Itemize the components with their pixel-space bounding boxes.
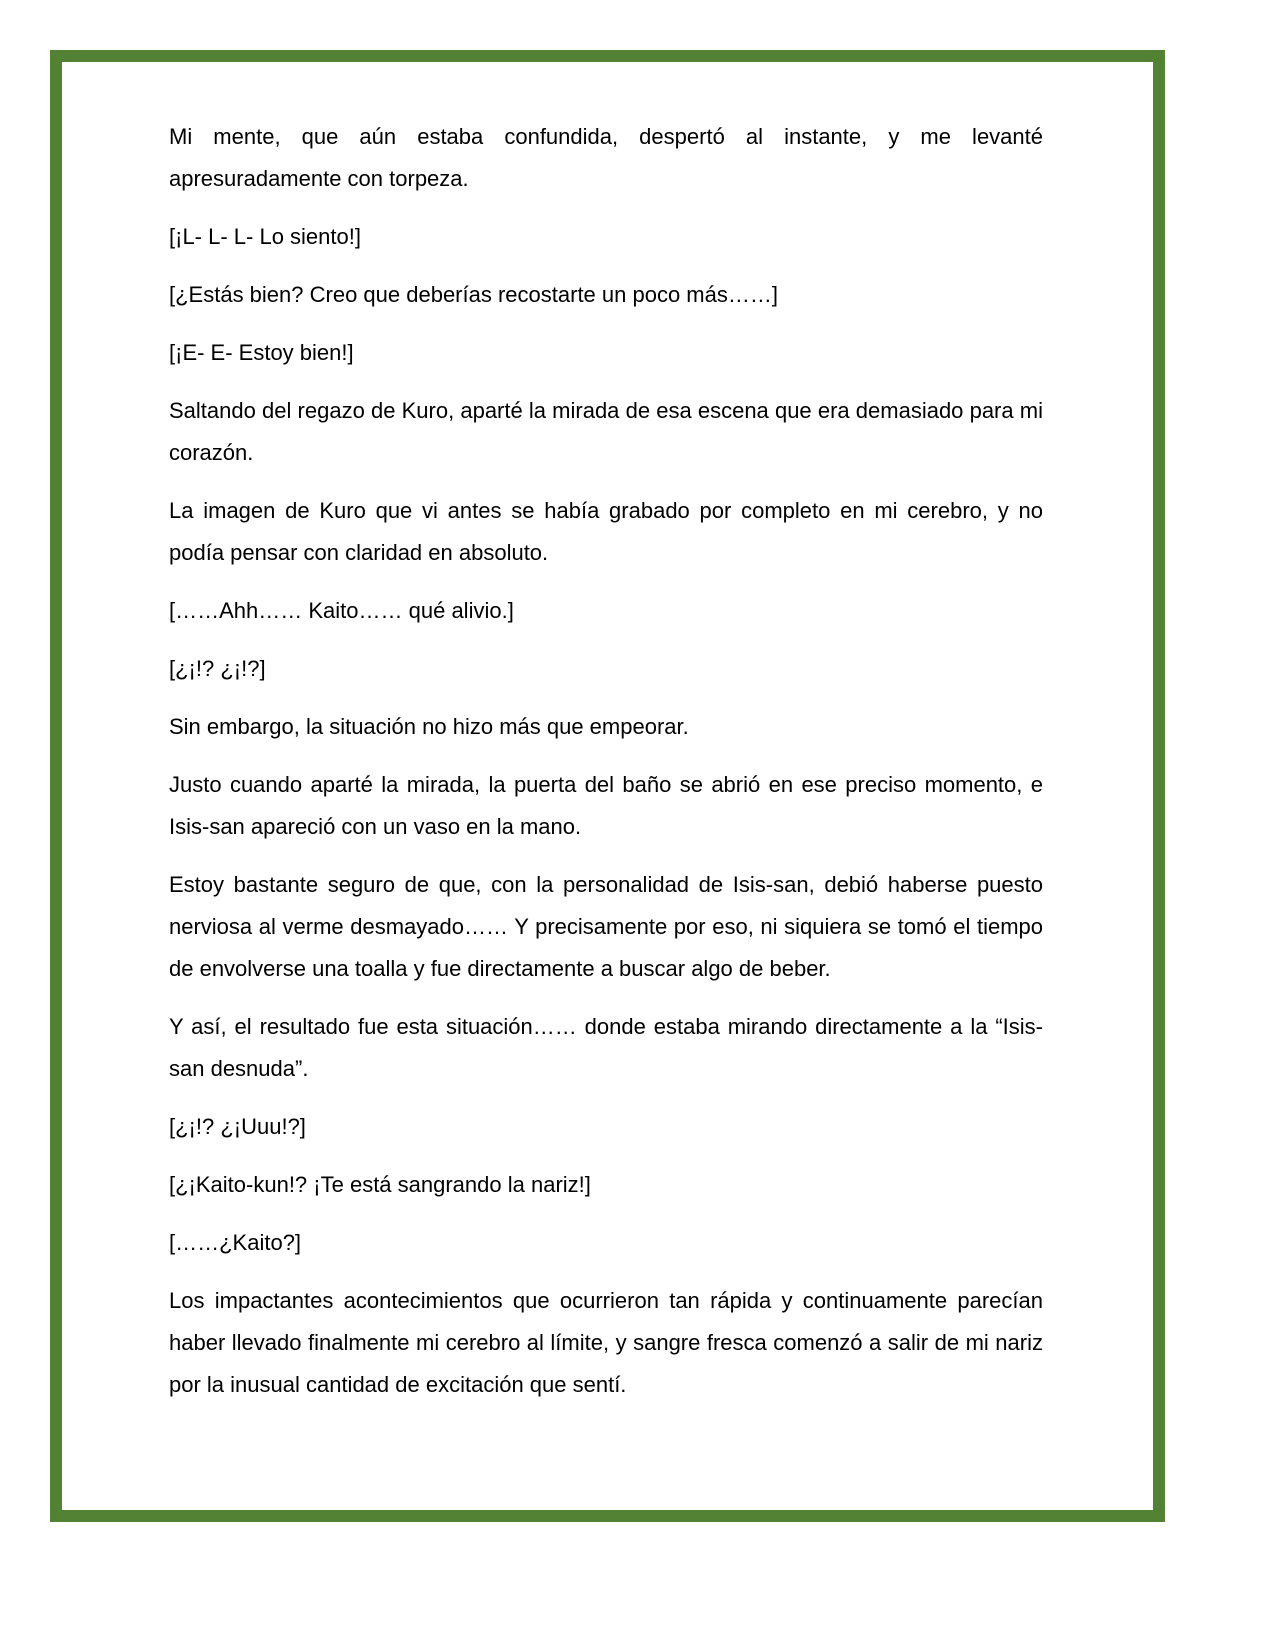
paragraph: Y así, el resultado fue esta situación…… donde estaba mirando directamente a la “Isis-san desnuda”. (169, 1014, 1043, 1081)
dialogue-line: [¿Estás bien? Creo que deberías recostarte un poco más……] (169, 282, 778, 307)
dialogue-line: [……¿Kaito?] (169, 1230, 302, 1255)
dialogue-line: [¿¡!? ¿¡!?] (169, 656, 266, 681)
dialogue-line: [……Ahh…… Kaito…… qué alivio.] (169, 598, 514, 623)
paragraph: Sin embargo, la situación no hizo más que empeorar. (169, 714, 689, 739)
paragraph: Justo cuando aparté la mirada, la puerta del baño se abrió en ese preciso momento, e Isis-san apareció con un vaso en la mano. (169, 772, 1043, 839)
dialogue-line: [¿¡Kaito-kun!? ¡Te está sangrando la nariz!] (169, 1172, 591, 1197)
paragraph: Estoy bastante seguro de que, con la personalidad de Isis-san, debió haberse puesto nerviosa al verme desmayado…… Y precisamente por eso, ni siquiera se tomó el tiempo de envolverse una toalla y fue directamente a buscar algo de beber. (169, 872, 1043, 981)
document-body (169, 116, 1043, 1422)
dialogue-line: [¡L- L- L- Lo siento!] (169, 224, 361, 249)
paragraph: Saltando del regazo de Kuro, aparté la mirada de esa escena que era demasiado para mi corazón. (169, 398, 1043, 465)
dialogue-line: [¿¡!? ¿¡Uuu!?] (169, 1114, 306, 1139)
dialogue-line: [¡E- E- Estoy bien!] (169, 340, 354, 365)
paragraph: Los impactantes acontecimientos que ocurrieron tan rápida y continuamente parecían haber llevado finalmente mi cerebro al límite, y sangre fresca comenzó a salir de mi nariz por la inusual cantidad de excitación que sentí. (169, 1288, 1043, 1397)
paragraph: Mi mente, que aún estaba confundida, despertó al instante, y me levanté apresuradamente con torpeza. (169, 124, 1043, 191)
paragraph: La imagen de Kuro que vi antes se había grabado por completo en mi cerebro, y no podía pensar con claridad en absoluto. (169, 498, 1043, 565)
